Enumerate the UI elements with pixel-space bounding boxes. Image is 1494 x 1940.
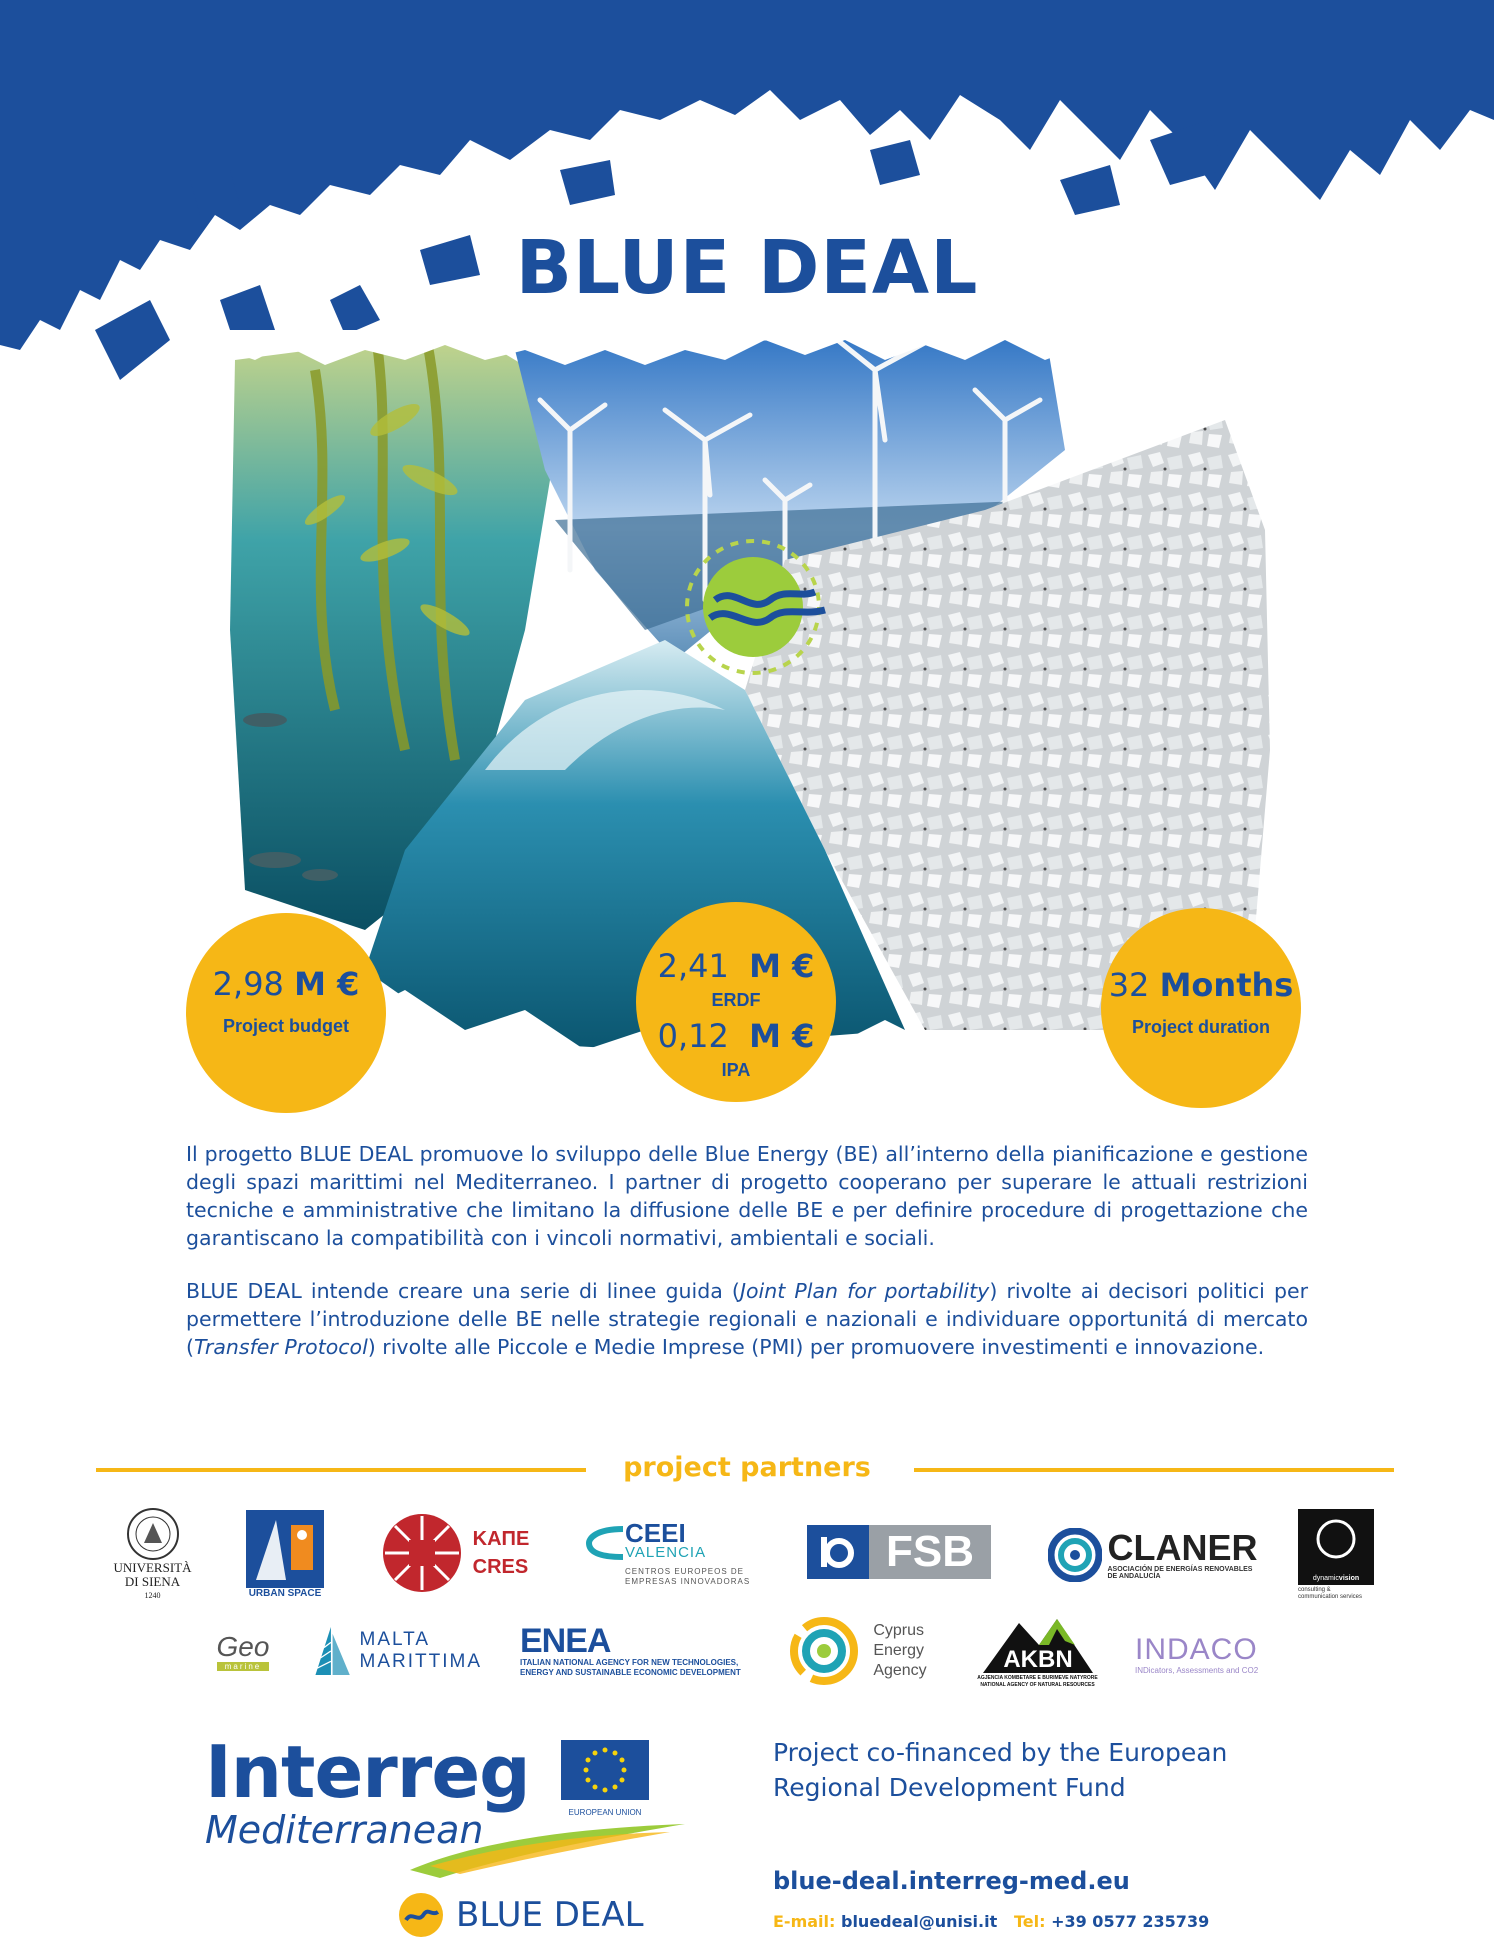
cyprus-line1: Cyprus	[873, 1622, 924, 1639]
ceei-tag2: EMPRESAS INNOVADORAS	[625, 1577, 751, 1586]
interreg-swoosh-icon	[400, 1820, 690, 1880]
logo-kape-cres	[370, 1510, 540, 1595]
email-link[interactable]: bluedeal@unisi.it	[840, 1912, 998, 1931]
siena-seal-icon	[126, 1507, 180, 1561]
erdf-unit: M €	[749, 947, 815, 985]
email-label: E-mail:	[773, 1912, 836, 1931]
ipa-value: 0,12	[657, 1017, 729, 1055]
joint-plan-term: Joint Plan for portability	[739, 1279, 990, 1303]
duration-value: 32	[1108, 966, 1150, 1004]
page-title: BLUE DEAL	[515, 225, 979, 311]
mediterranean-wordmark: Mediterranean	[205, 1808, 484, 1852]
budget-unit: M €	[294, 965, 360, 1003]
kape-line1: ΚΑΠΕ	[472, 1527, 530, 1550]
logo-akbn	[975, 1612, 1100, 1692]
claner-name: CLANER	[1107, 1527, 1258, 1568]
enea-tag1: ITALIAN NATIONAL AGENCY FOR NEW TECHNOLOGIES,	[520, 1658, 739, 1667]
interreg-wordmark: Interreg	[205, 1730, 530, 1814]
malta-sail-icon	[312, 1621, 352, 1681]
akbn-tag1: AGJENCIA KOMBETARE E BURIMEVE NATYRORE	[977, 1675, 1098, 1681]
blue-deal-footer-label: BLUE DEAL	[456, 1895, 644, 1935]
duration-stat	[1101, 908, 1301, 1108]
tel-number[interactable]: +39 0577 235739	[1051, 1912, 1210, 1931]
dynamic-name-a: dynamic	[1312, 1574, 1339, 1582]
enea-name: ENEA	[520, 1622, 611, 1660]
akbn-tag2: NATIONAL AGENCY OF NATURAL RESOURCES	[980, 1682, 1095, 1688]
indaco-tag: INDicators, Assessments and CO2	[1135, 1665, 1259, 1675]
duration-unit: Months	[1159, 966, 1294, 1004]
budget-label: Project budget	[222, 1016, 349, 1036]
dynamic-name-b: vision	[1338, 1574, 1360, 1582]
logo-claner	[1040, 1520, 1265, 1590]
ipa-unit: M €	[749, 1017, 815, 1055]
description-paragraph-1: Il progetto BLUE DEAL promuove lo sviluppo delle Blue Energy (BE) all’interno della pianificazione e gestione degli spazi marittimi nel Mediterraneo. I partner di progetto cooperano per superare le attuali restrizioni tecniche e amministrative che limitano la diffusione delle BE e per definire procedure di progettazione che garantiscano la compatibilità con i vincoli normativi, ambientali e sociali.	[186, 1142, 1308, 1250]
logo-urban-space	[245, 1508, 325, 1600]
website-link[interactable]: blue-deal.interreg-med.eu	[773, 1867, 1130, 1895]
tel-label: Tel:	[1013, 1912, 1046, 1931]
akbn-letters: AKBN	[1002, 1646, 1073, 1673]
claner-swirl-icon	[1048, 1528, 1102, 1582]
logo-dynamic-vision	[1298, 1507, 1376, 1602]
siena-line2: DI SIENA	[124, 1574, 181, 1589]
urban-space-label: URBAN SPACE	[248, 1587, 322, 1599]
logo-ceei-valencia	[585, 1515, 755, 1595]
cofinanced-line2: Regional Development Fund	[773, 1773, 1126, 1802]
geo-name: Geo	[216, 1630, 270, 1662]
dynamic-tag2: communication services	[1298, 1593, 1363, 1600]
budget-stat	[186, 913, 386, 1113]
ipa-label: IPA	[721, 1060, 751, 1080]
akbn-mountain-icon	[979, 1615, 1097, 1675]
logo-fsb	[807, 1525, 991, 1579]
ceei-name: CEEI	[625, 1518, 686, 1548]
erdf-value: 2,41	[657, 947, 729, 985]
ceei-arc-icon	[585, 1525, 625, 1561]
dynamic-tag1: consulting &	[1298, 1586, 1331, 1593]
siena-line1: UNIVERSITÀ	[113, 1560, 192, 1575]
claner-tag1: ASOCIACIÓN DE ENERGÍAS RENOVABLES	[1107, 1566, 1253, 1573]
contacts	[773, 1912, 1209, 1931]
indaco-name: INDACO	[1135, 1632, 1258, 1666]
enea-tag2: ENERGY AND SUSTAINABLE ECONOMIC DEVELOPMENT	[520, 1668, 741, 1677]
eu-flag	[561, 1740, 649, 1818]
eu-label: EUROPEAN UNION	[568, 1808, 642, 1817]
desc-text: ) rivolte alle Piccole e Medie Imprese (PMI) per promuovere investimenti e innovazione.	[367, 1335, 1265, 1359]
logo-university-siena	[95, 1505, 210, 1605]
kape-line2: CRES	[472, 1555, 529, 1578]
cyprus-ring-icon	[789, 1616, 859, 1686]
duration-label: Project duration	[1131, 1017, 1270, 1037]
cofinanced-note	[773, 1735, 1373, 1805]
malta-line1: MALTA	[359, 1629, 431, 1650]
funding-stat	[636, 902, 836, 1102]
desc-text: ) rivolte ai decisori politici per permettere l’introduzione delle BE nelle strategie regionali e nazionali e individuare opportunitá di mercato (	[186, 1279, 1309, 1359]
partners-heading: project partners	[623, 1452, 871, 1483]
geo-sub: marine	[217, 1662, 269, 1671]
description-paragraph-2	[186, 1277, 1308, 1361]
claner-tag2: DE ANDALUCÍA	[1107, 1573, 1161, 1580]
fsb-icon	[807, 1525, 869, 1579]
blue-deal-footer-logo	[398, 1890, 698, 1940]
budget-value: 2,98	[212, 965, 284, 1003]
siena-year: 1240	[144, 1591, 161, 1600]
logo-malta-marittima	[312, 1618, 482, 1684]
ceei-tag1: CENTROS EUROPEOS DE	[625, 1567, 745, 1576]
logo-cyprus-energy-agency	[778, 1615, 938, 1687]
description	[186, 1140, 1308, 1386]
malta-line2: MARITTIMA	[359, 1651, 482, 1672]
ceei-sub: VALENCIA	[625, 1544, 707, 1561]
eu-flag-icon	[561, 1740, 649, 1800]
cofinanced-line1: Project co-financed by the European	[773, 1738, 1228, 1767]
fsb-label: FSB	[869, 1525, 991, 1579]
logo-indaco	[1135, 1626, 1295, 1682]
transfer-protocol-term: Transfer Protocol	[194, 1335, 368, 1359]
cyprus-line2: Energy	[873, 1642, 925, 1659]
blue-deal-footer-icon	[398, 1892, 444, 1938]
urban-space-icon	[246, 1510, 324, 1588]
kape-cres-icon	[381, 1512, 463, 1594]
erdf-label: ERDF	[711, 990, 761, 1010]
desc-text: BLUE DEAL intende creare una serie di linee guida (	[186, 1279, 740, 1303]
dynamic-vision-circle-icon	[1298, 1509, 1374, 1569]
logo-enea	[520, 1620, 760, 1682]
logo-geo-marine	[208, 1623, 278, 1679]
cyprus-line3: Agency	[873, 1662, 927, 1679]
